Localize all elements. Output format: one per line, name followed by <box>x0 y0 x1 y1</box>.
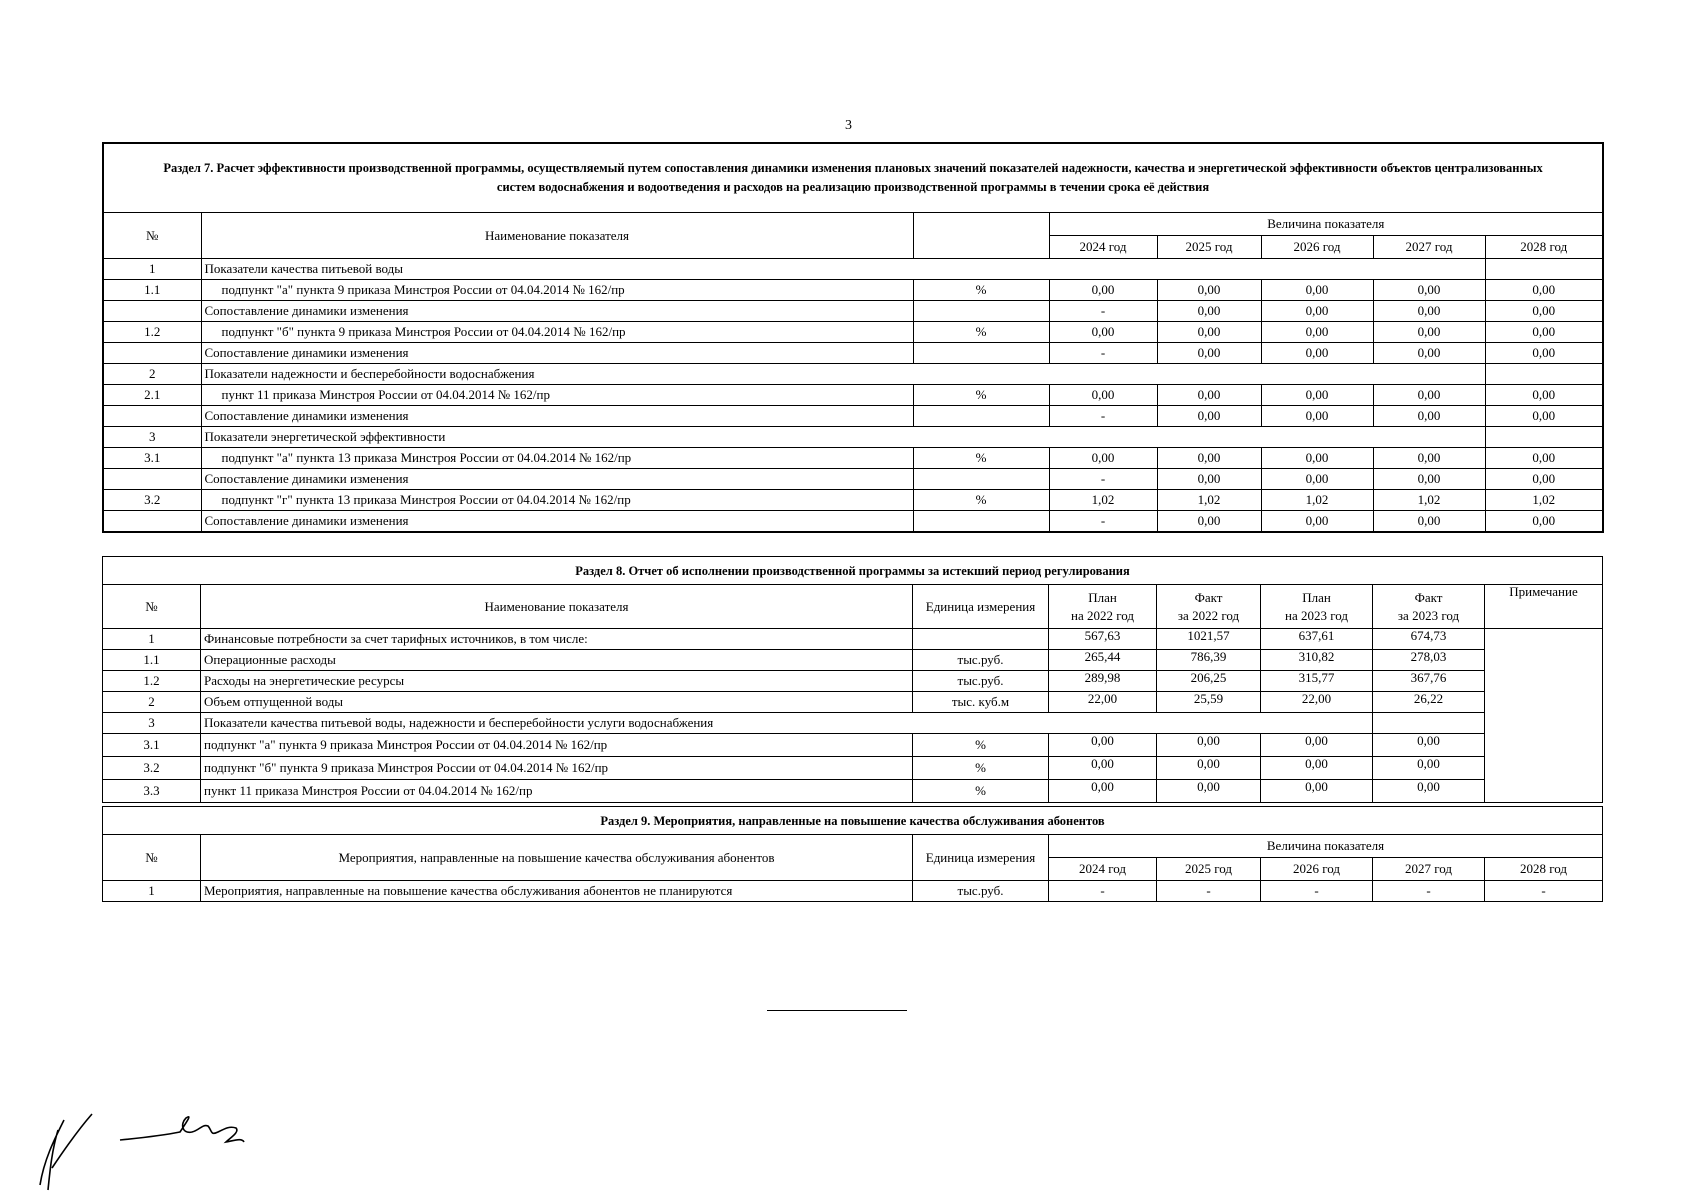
row-value: 0,00 <box>1373 280 1485 301</box>
row-value: 0,00 <box>1157 757 1261 780</box>
col-value-header: Величина показателя <box>1049 835 1603 858</box>
row-number: 3.3 <box>103 780 201 803</box>
row-value: 0,00 <box>1373 734 1485 757</box>
table-row <box>103 364 1603 385</box>
period-year: за 2022 год <box>1177 607 1240 623</box>
row-number <box>103 469 201 490</box>
period-label: План <box>1302 589 1331 605</box>
year-header: 2025 год <box>1157 858 1261 881</box>
row-unit: % <box>913 490 1049 511</box>
year-header: 2026 год <box>1261 236 1373 259</box>
col-name-header: Наименование показателя <box>201 213 913 259</box>
row-unit: % <box>913 385 1049 406</box>
row-value: 0,00 <box>1157 511 1261 532</box>
row-value: 1,02 <box>1485 490 1603 511</box>
row-number: 3 <box>103 713 201 734</box>
row-number: 1.1 <box>103 280 201 301</box>
row-number <box>103 301 201 322</box>
year-header: 2024 год <box>1049 236 1157 259</box>
row-name: Показатели качества питьевой воды, надежности и бесперебойности услуги водоснабжения <box>201 713 1373 734</box>
row-name: пункт 11 приказа Минстроя России от 04.04.2014 № 162/пр <box>201 385 913 406</box>
col-name-header: Мероприятия, направленные на повышение качества обслуживания абонентов <box>201 835 913 881</box>
row-number: 1.2 <box>103 671 201 692</box>
row-value: 0,00 <box>1261 780 1373 803</box>
row-value: 0,00 <box>1261 469 1373 490</box>
table-row <box>103 469 1603 490</box>
col-num-header: № <box>103 213 201 259</box>
row-number <box>103 511 201 532</box>
row-unit: % <box>913 780 1049 803</box>
table-row <box>103 629 1603 650</box>
section9-table <box>102 806 1603 902</box>
row-value: - <box>1049 881 1157 902</box>
table-row <box>103 692 1603 713</box>
year-header: 2028 год <box>1485 236 1603 259</box>
row-value: 0,00 <box>1261 322 1373 343</box>
period-label: Факт <box>1414 589 1443 605</box>
period-year: на 2022 год <box>1071 607 1134 623</box>
row-value: - <box>1049 301 1157 322</box>
row-value: 0,00 <box>1157 322 1261 343</box>
row-unit <box>913 301 1049 322</box>
row-value: 265,44 <box>1049 650 1157 671</box>
row-value: 637,61 <box>1261 629 1373 650</box>
row-value: 315,77 <box>1261 671 1373 692</box>
row-unit: % <box>913 734 1049 757</box>
table-row <box>103 385 1603 406</box>
row-number <box>103 406 201 427</box>
row-value: 289,98 <box>1049 671 1157 692</box>
row-value: 0,00 <box>1373 757 1485 780</box>
year-header: 2027 год <box>1373 858 1485 881</box>
row-value: 0,00 <box>1485 343 1603 364</box>
row-name: Операционные расходы <box>201 650 913 671</box>
empty-cell <box>1373 713 1485 734</box>
empty-cell <box>1485 364 1603 385</box>
row-value: 206,25 <box>1157 671 1261 692</box>
col-num-header: № <box>103 585 201 629</box>
row-name: Финансовые потребности за счет тарифных источников, в том числе: <box>201 629 913 650</box>
row-value: 0,00 <box>1373 469 1485 490</box>
row-value: 0,00 <box>1157 469 1261 490</box>
row-name: Показатели энергетической эффективности <box>201 427 1485 448</box>
table-row <box>103 322 1603 343</box>
row-value: 0,00 <box>1373 406 1485 427</box>
row-value: 0,00 <box>1373 301 1485 322</box>
section7-table <box>102 142 1604 533</box>
row-value: 22,00 <box>1049 692 1157 713</box>
row-value: 0,00 <box>1049 780 1157 803</box>
row-value: 0,00 <box>1261 448 1373 469</box>
row-value: 0,00 <box>1261 301 1373 322</box>
row-value: 0,00 <box>1157 780 1261 803</box>
period-year: за 2023 год <box>1397 607 1460 623</box>
row-value: - <box>1049 511 1157 532</box>
table-row <box>103 511 1603 532</box>
row-value: 0,00 <box>1157 734 1261 757</box>
row-name: Мероприятия, направленные на повышение качества обслуживания абонентов не планируются <box>201 881 913 902</box>
period-header <box>1049 585 1157 629</box>
row-value: 1021,57 <box>1157 629 1261 650</box>
row-value: 0,00 <box>1261 511 1373 532</box>
row-name: подпункт "г" пункта 13 приказа Минстроя России от 04.04.2014 № 162/пр <box>201 490 913 511</box>
row-number: 1 <box>103 629 201 650</box>
row-value: 26,22 <box>1373 692 1485 713</box>
row-value: 0,00 <box>1049 734 1157 757</box>
row-unit: % <box>913 448 1049 469</box>
row-value: 1,02 <box>1049 490 1157 511</box>
period-header <box>1373 585 1485 629</box>
handwritten-signature <box>30 1090 260 1200</box>
row-name: подпункт "а" пункта 9 приказа Минстроя России от 04.04.2014 № 162/пр <box>201 734 913 757</box>
row-name: Сопоставление динамики изменения <box>201 469 913 490</box>
row-unit <box>913 343 1049 364</box>
table-row <box>103 671 1603 692</box>
period-year: на 2023 год <box>1285 607 1348 623</box>
table-row <box>103 406 1603 427</box>
row-value: 0,00 <box>1157 343 1261 364</box>
row-value: 0,00 <box>1373 780 1485 803</box>
row-value: 0,00 <box>1157 280 1261 301</box>
row-number: 1 <box>103 881 201 902</box>
row-value: 0,00 <box>1261 757 1373 780</box>
table-row <box>103 301 1603 322</box>
row-unit <box>913 469 1049 490</box>
row-name: пункт 11 приказа Минстроя России от 04.04.2014 № 162/пр <box>201 780 913 803</box>
row-value: 0,00 <box>1373 448 1485 469</box>
row-unit: тыс.руб. <box>913 650 1049 671</box>
row-unit <box>913 406 1049 427</box>
row-number: 2 <box>103 692 201 713</box>
table-row <box>103 713 1603 734</box>
row-name: Расходы на энергетические ресурсы <box>201 671 913 692</box>
row-number: 2.1 <box>103 385 201 406</box>
section8-table <box>102 556 1603 803</box>
row-unit: % <box>913 322 1049 343</box>
row-value: - <box>1049 406 1157 427</box>
row-value: 0,00 <box>1485 322 1603 343</box>
row-value: - <box>1261 881 1373 902</box>
col-unit-header: Единица измерения <box>913 835 1049 881</box>
row-value: 0,00 <box>1157 301 1261 322</box>
year-header: 2028 год <box>1485 858 1603 881</box>
row-value: 567,63 <box>1049 629 1157 650</box>
row-unit: % <box>913 280 1049 301</box>
row-value: 0,00 <box>1485 469 1603 490</box>
col-unit-header <box>913 213 1049 259</box>
row-value: 0,00 <box>1485 385 1603 406</box>
period-header <box>1157 585 1261 629</box>
row-value: 0,00 <box>1373 385 1485 406</box>
table-row <box>103 881 1603 902</box>
row-name: Сопоставление динамики изменения <box>201 511 913 532</box>
row-unit <box>913 511 1049 532</box>
row-value: 0,00 <box>1049 448 1157 469</box>
empty-cell <box>1485 259 1603 280</box>
row-value: 0,00 <box>1485 406 1603 427</box>
row-name: подпункт "б" пункта 9 приказа Минстроя России от 04.04.2014 № 162/пр <box>201 322 913 343</box>
row-number: 1.1 <box>103 650 201 671</box>
row-value: 0,00 <box>1485 511 1603 532</box>
table-row <box>103 734 1603 757</box>
row-value: 0,00 <box>1261 734 1373 757</box>
row-number: 2 <box>103 364 201 385</box>
row-value: 0,00 <box>1157 406 1261 427</box>
col-num-header: № <box>103 835 201 881</box>
table-row <box>103 280 1603 301</box>
row-value: 0,00 <box>1049 757 1157 780</box>
year-header: 2025 год <box>1157 236 1261 259</box>
row-name: Сопоставление динамики изменения <box>201 343 913 364</box>
table-row <box>103 757 1603 780</box>
col-note-header: Примечание <box>1485 585 1603 629</box>
row-value: 786,39 <box>1157 650 1261 671</box>
table-row <box>103 448 1603 469</box>
table-row <box>103 780 1603 803</box>
row-value: 0,00 <box>1049 385 1157 406</box>
row-value: 22,00 <box>1261 692 1373 713</box>
closing-rule <box>767 1010 907 1011</box>
row-value: - <box>1049 343 1157 364</box>
row-value: 1,02 <box>1373 490 1485 511</box>
row-value: 25,59 <box>1157 692 1261 713</box>
row-value: 0,00 <box>1373 322 1485 343</box>
note-cell <box>1485 629 1603 803</box>
row-value: 0,00 <box>1049 322 1157 343</box>
row-value: - <box>1049 469 1157 490</box>
row-name: Сопоставление динамики изменения <box>201 406 913 427</box>
period-header <box>1261 585 1373 629</box>
row-value: 0,00 <box>1485 280 1603 301</box>
section8-title: Раздел 8. Отчет об исполнении производственной программы за истекший период регулирования <box>103 557 1603 585</box>
row-number: 1.2 <box>103 322 201 343</box>
row-value: 1,02 <box>1261 490 1373 511</box>
table-row <box>103 343 1603 364</box>
period-label: Факт <box>1194 589 1223 605</box>
col-value-header: Величина показателя <box>1049 213 1603 236</box>
row-value: 0,00 <box>1373 343 1485 364</box>
row-value: 367,76 <box>1373 671 1485 692</box>
row-value: 310,82 <box>1261 650 1373 671</box>
section7-title: Раздел 7. Расчет эффективности производственной программы, осуществляемый путем сопоставления динамики изменения плановых значений показателей надежности, качества и энергетической эффективности объектов централизованных систем водоснабжения и водоотведения и расходов на реализацию производственной программы в течении срока её действия <box>103 143 1603 213</box>
row-value: 0,00 <box>1261 385 1373 406</box>
row-number <box>103 343 201 364</box>
row-unit <box>913 629 1049 650</box>
row-value: 674,73 <box>1373 629 1485 650</box>
row-value: - <box>1373 881 1485 902</box>
section9-title: Раздел 9. Мероприятия, направленные на повышение качества обслуживания абонентов <box>103 807 1603 835</box>
row-value: 0,00 <box>1049 280 1157 301</box>
period-label: План <box>1088 589 1117 605</box>
row-number: 3.2 <box>103 757 201 780</box>
row-number: 3.1 <box>103 734 201 757</box>
row-unit: тыс.руб. <box>913 671 1049 692</box>
row-value: 1,02 <box>1157 490 1261 511</box>
table-row <box>103 427 1603 448</box>
col-unit-header: Единица измерения <box>913 585 1049 629</box>
row-value: 0,00 <box>1485 448 1603 469</box>
row-value: 0,00 <box>1261 343 1373 364</box>
row-name: подпункт "б" пункта 9 приказа Минстроя России от 04.04.2014 № 162/пр <box>201 757 913 780</box>
empty-cell <box>1485 427 1603 448</box>
row-unit: тыс. куб.м <box>913 692 1049 713</box>
row-value: 0,00 <box>1157 448 1261 469</box>
row-value: 278,03 <box>1373 650 1485 671</box>
row-name: подпункт "а" пункта 9 приказа Минстроя России от 04.04.2014 № 162/пр <box>201 280 913 301</box>
row-name: Объем отпущенной воды <box>201 692 913 713</box>
row-name: Показатели качества питьевой воды <box>201 259 1485 280</box>
year-header: 2024 год <box>1049 858 1157 881</box>
row-value: - <box>1157 881 1261 902</box>
table-row <box>103 259 1603 280</box>
row-unit: % <box>913 757 1049 780</box>
row-number: 3.2 <box>103 490 201 511</box>
table-row <box>103 650 1603 671</box>
row-number: 1 <box>103 259 201 280</box>
row-value: 0,00 <box>1485 301 1603 322</box>
col-name-header: Наименование показателя <box>201 585 913 629</box>
row-number: 3.1 <box>103 448 201 469</box>
table-row <box>103 490 1603 511</box>
row-value: 0,00 <box>1261 280 1373 301</box>
year-header: 2027 год <box>1373 236 1485 259</box>
row-name: Показатели надежности и бесперебойности водоснабжения <box>201 364 1485 385</box>
year-header: 2026 год <box>1261 858 1373 881</box>
row-value: 0,00 <box>1157 385 1261 406</box>
row-name: Сопоставление динамики изменения <box>201 301 913 322</box>
row-unit: тыс.руб. <box>913 881 1049 902</box>
page-number: 3 <box>845 118 852 133</box>
row-number: 3 <box>103 427 201 448</box>
row-value: 0,00 <box>1261 406 1373 427</box>
row-value: 0,00 <box>1373 511 1485 532</box>
row-name: подпункт "а" пункта 13 приказа Минстроя России от 04.04.2014 № 162/пр <box>201 448 913 469</box>
row-value: - <box>1485 881 1603 902</box>
